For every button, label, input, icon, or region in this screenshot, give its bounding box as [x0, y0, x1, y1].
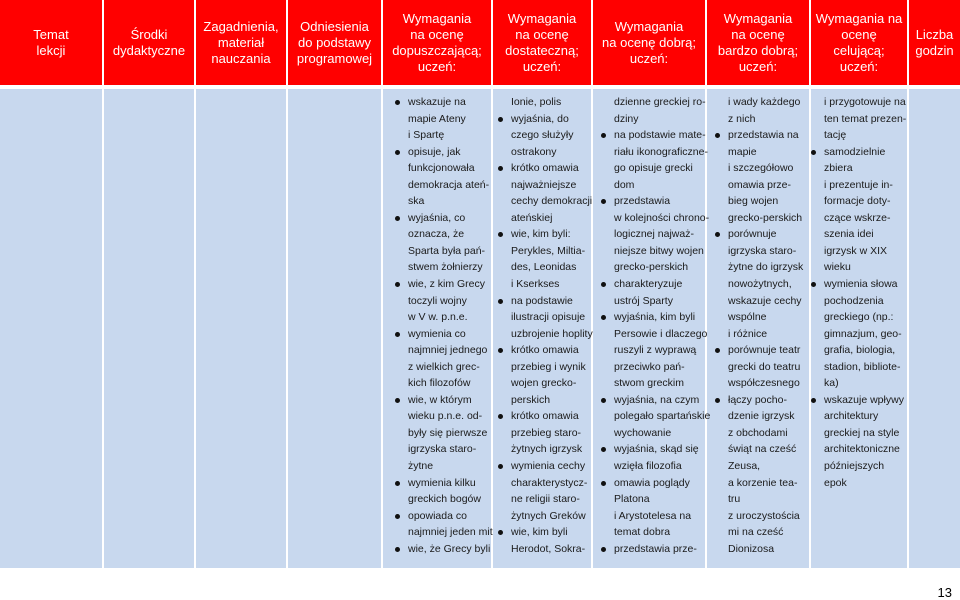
- list-item: wspólne: [728, 311, 767, 324]
- list-item: żytne do igrzysk: [728, 261, 804, 274]
- list-item: omawia prze-: [728, 178, 792, 191]
- list-item: wzięła filozofia: [614, 460, 682, 473]
- list-item: formacje doty-: [824, 195, 891, 208]
- list-item: późniejszych: [824, 460, 885, 473]
- list-item: greckich bogów: [408, 493, 481, 506]
- list-item: kich filozofów: [408, 377, 471, 390]
- list-item: wieku: [824, 261, 851, 274]
- list-item: wojen grecko-: [511, 377, 577, 390]
- list-item: ustrój Sparty: [614, 294, 673, 307]
- header-bardzo-dobra: Wymagania na ocenę bardzo dobrą; uczeń:: [707, 0, 809, 85]
- list-item: żytnych igrzysk: [511, 443, 583, 456]
- list-item: wie, kim byli: [511, 524, 593, 541]
- list-item: wymienia cechy: [511, 458, 593, 475]
- header-dobra: Wymagania na ocenę dobrą; uczeń:: [593, 0, 705, 85]
- list-celujaca: [824, 94, 906, 491]
- list-item: wymienia co: [408, 326, 493, 343]
- cell-odniesienia: [288, 89, 381, 568]
- list-item: przeciwko pań-: [614, 360, 685, 373]
- list-item: Zeusa,: [728, 460, 761, 473]
- list-item: wie, że Grecy byli: [408, 541, 493, 558]
- list-item: epok: [824, 476, 847, 489]
- list-item: cechy demokracji: [511, 195, 593, 208]
- page-number: 13: [937, 585, 952, 600]
- list-dostateczna: [511, 94, 593, 557]
- list-item: z wielkich grec-: [408, 360, 480, 373]
- list-item: wyjaśnia, co: [408, 210, 493, 227]
- header-liczba-godzin: Liczba godzin: [909, 0, 960, 85]
- list-item: grecko-perskich: [614, 261, 689, 274]
- list-item: toczyli wojny: [408, 294, 467, 307]
- list-item: funkcjonowała: [408, 162, 475, 175]
- list-item: szenia idei: [824, 228, 874, 241]
- list-item: z obchodami: [728, 426, 788, 439]
- list-item: w V w. p.n.e.: [408, 311, 468, 324]
- list-item: architektury: [824, 410, 879, 423]
- list-item: i wady każdego: [728, 96, 801, 108]
- header-dopuszczajaca: Wymagania na ocenę dopuszczającą; uczeń:: [383, 0, 491, 85]
- list-item: ska: [408, 195, 425, 208]
- list-item: zbiera: [824, 162, 853, 175]
- list-item: niejsze bitwy wojen: [614, 244, 704, 257]
- list-item: i Arystotelesa na: [614, 509, 692, 522]
- list-item: na podstawie mate-: [614, 127, 710, 144]
- list-item: igrzysk w XIX: [824, 244, 888, 257]
- list-item: ilustracji opisuje: [511, 311, 586, 324]
- list-item: i Kserkses: [511, 278, 560, 291]
- list-item: a korzenie tea-: [728, 476, 798, 489]
- list-item: Sparta była pań-: [408, 244, 486, 257]
- list-item: greckiej na style: [824, 426, 900, 439]
- list-item: mapie Ateny: [408, 112, 466, 125]
- list-item: charakteryzuje: [614, 276, 710, 293]
- list-dobra: [614, 94, 710, 557]
- list-item: czące wskrze-: [824, 211, 891, 224]
- list-item: krótko omawia: [511, 342, 593, 359]
- list-item: i Spartę: [408, 129, 445, 142]
- list-item: wskazuje cechy: [728, 294, 802, 307]
- list-item: wymienia słowa: [824, 276, 906, 293]
- list-item: przedstawia na: [728, 127, 803, 144]
- list-item: riału ikonograficzne-: [614, 145, 708, 158]
- list-item: bieg wojen: [728, 195, 779, 208]
- header-celujaca: Wymagania na ocenę celującą; uczeń:: [811, 0, 907, 85]
- list-item: igrzyska staro-: [408, 443, 477, 456]
- list-item: oznacza, że: [408, 228, 465, 241]
- list-item: przebieg i wynik: [511, 360, 586, 373]
- list-item: greckiego (np.:: [824, 311, 894, 324]
- list-item: wskazuje na: [408, 94, 493, 111]
- list-item: Platona: [614, 493, 650, 506]
- list-item: przebieg staro-: [511, 426, 582, 439]
- list-item: charakterystycz-: [511, 476, 588, 489]
- list-item: wychowanie: [614, 426, 672, 439]
- list-item: i różnice: [728, 327, 768, 340]
- list-item: wskazuje wpływy: [824, 392, 906, 409]
- list-item: przedstawia prze-: [614, 541, 710, 558]
- list-item: dzienne greckiej ro-: [614, 96, 706, 108]
- list-item: wyjaśnia, skąd się: [614, 441, 710, 458]
- list-item: samodzielnie: [824, 144, 906, 161]
- list-item: czego służyły: [511, 129, 574, 142]
- list-item: były się pierwsze: [408, 426, 488, 439]
- cell-srodki-dydaktyczne: [104, 89, 194, 568]
- list-item: na podstawie: [511, 293, 593, 310]
- list-item: ne religii staro-: [511, 493, 580, 506]
- list-item: demokracja ateń-: [408, 178, 490, 191]
- list-item: Herodot, Sokra-: [511, 542, 586, 555]
- list-item: i prezentuje in-: [824, 178, 893, 191]
- header-temat-lekcji: Temat lekcji: [0, 0, 102, 85]
- list-item: w kolejności chrono-: [614, 211, 710, 224]
- list-item: żytnych Greków: [511, 509, 586, 522]
- list-item: go opisuje grecki: [614, 162, 693, 175]
- list-item: dom: [614, 178, 635, 191]
- list-item: uzbrojenie hoplity: [511, 327, 593, 340]
- list-item: i szczegółowo: [728, 162, 794, 175]
- list-item: logicznej najważ-: [614, 228, 694, 241]
- list-item: wyjaśnia, do: [511, 111, 593, 128]
- list-item: żytne: [408, 460, 434, 473]
- list-item: łączy pocho-: [728, 392, 803, 409]
- list-item: tację: [824, 129, 847, 142]
- list-item: ateńskiej: [511, 211, 553, 224]
- list-item: ka): [824, 377, 839, 390]
- list-item: wie, z kim Grecy: [408, 276, 493, 293]
- list-item: perskich: [511, 393, 551, 406]
- list-item: tru: [728, 493, 741, 506]
- list-item: pochodzenia: [824, 294, 884, 307]
- header-srodki-dydaktyczne: Środki dydaktyczne: [104, 0, 194, 85]
- list-item: des, Leonidas: [511, 261, 577, 274]
- list-item: współczesnego: [728, 377, 800, 390]
- list-item: nowożytnych,: [728, 278, 792, 291]
- list-item: igrzyska staro-: [728, 244, 797, 257]
- list-item: dzenie igrzysk: [728, 410, 795, 423]
- list-item: Dionizosa: [728, 542, 775, 555]
- list-item: najważniejsze: [511, 178, 577, 191]
- list-item: opowiada co: [408, 508, 493, 525]
- list-item: mi na cześć: [728, 526, 784, 539]
- list-item: wymienia kilku: [408, 475, 493, 492]
- list-item: ten temat prezen-: [824, 112, 907, 125]
- list-item: omawia poglądy: [614, 475, 710, 492]
- list-item: stadion, bibliote-: [824, 360, 901, 373]
- list-item: z uroczystościa: [728, 509, 800, 522]
- list-item: wyjaśnia, na czym: [614, 392, 710, 409]
- list-item: porównuje teatr: [728, 342, 803, 359]
- list-item: ruszyli z wyprawą: [614, 344, 697, 357]
- list-item: najmniej jednego: [408, 344, 488, 357]
- list-item: Persowie i dlaczego: [614, 327, 708, 340]
- list-item: architektoniczne: [824, 443, 900, 456]
- list-item: najmniej jeden mit: [408, 526, 493, 539]
- list-bardzo-dobra: [728, 94, 803, 557]
- list-item: dziny: [614, 112, 639, 125]
- list-item: stwem żołnierzy: [408, 261, 483, 274]
- header-odniesienia: Odniesienia do podstawy programowej: [288, 0, 381, 85]
- list-item: krótko omawia: [511, 160, 593, 177]
- list-item: Ionie, polis: [511, 96, 562, 108]
- header-zagadnienia: Zagadnienia, materiał nauczania: [196, 0, 286, 85]
- cell-temat-lekcji: [0, 89, 102, 568]
- list-item: porównuje: [728, 226, 803, 243]
- list-item: wieku p.n.e. od-: [408, 410, 483, 423]
- list-item: grecko-perskich: [728, 211, 803, 224]
- list-item: grafia, biologia,: [824, 344, 896, 357]
- list-item: z nich: [728, 112, 756, 125]
- list-item: polegało spartańskie: [614, 410, 711, 423]
- list-item: wie, kim byli:: [511, 226, 593, 243]
- cell-liczba-godzin: [909, 89, 960, 568]
- header-dostateczna: Wymagania na ocenę dostateczną; uczeń:: [493, 0, 591, 85]
- cell-zagadnienia: [196, 89, 286, 568]
- list-item: wie, w którym: [408, 392, 493, 409]
- list-dopuszczajaca: [408, 94, 493, 557]
- list-item: przedstawia: [614, 193, 710, 210]
- list-item: temat dobra: [614, 526, 671, 539]
- list-item: mapie: [728, 145, 757, 158]
- list-item: gimnazjum, geo-: [824, 327, 902, 340]
- list-item: i przygotowuje na: [824, 96, 906, 108]
- list-item: opisuje, jak: [408, 144, 493, 161]
- list-item: świąt na cześć: [728, 443, 797, 456]
- list-item: stwom greckim: [614, 377, 685, 390]
- list-item: grecki do teatru: [728, 360, 801, 373]
- list-item: ostrakony: [511, 145, 557, 158]
- list-item: Perykles, Miltia-: [511, 244, 586, 257]
- list-item: krótko omawia: [511, 408, 593, 425]
- list-item: wyjaśnia, kim byli: [614, 309, 710, 326]
